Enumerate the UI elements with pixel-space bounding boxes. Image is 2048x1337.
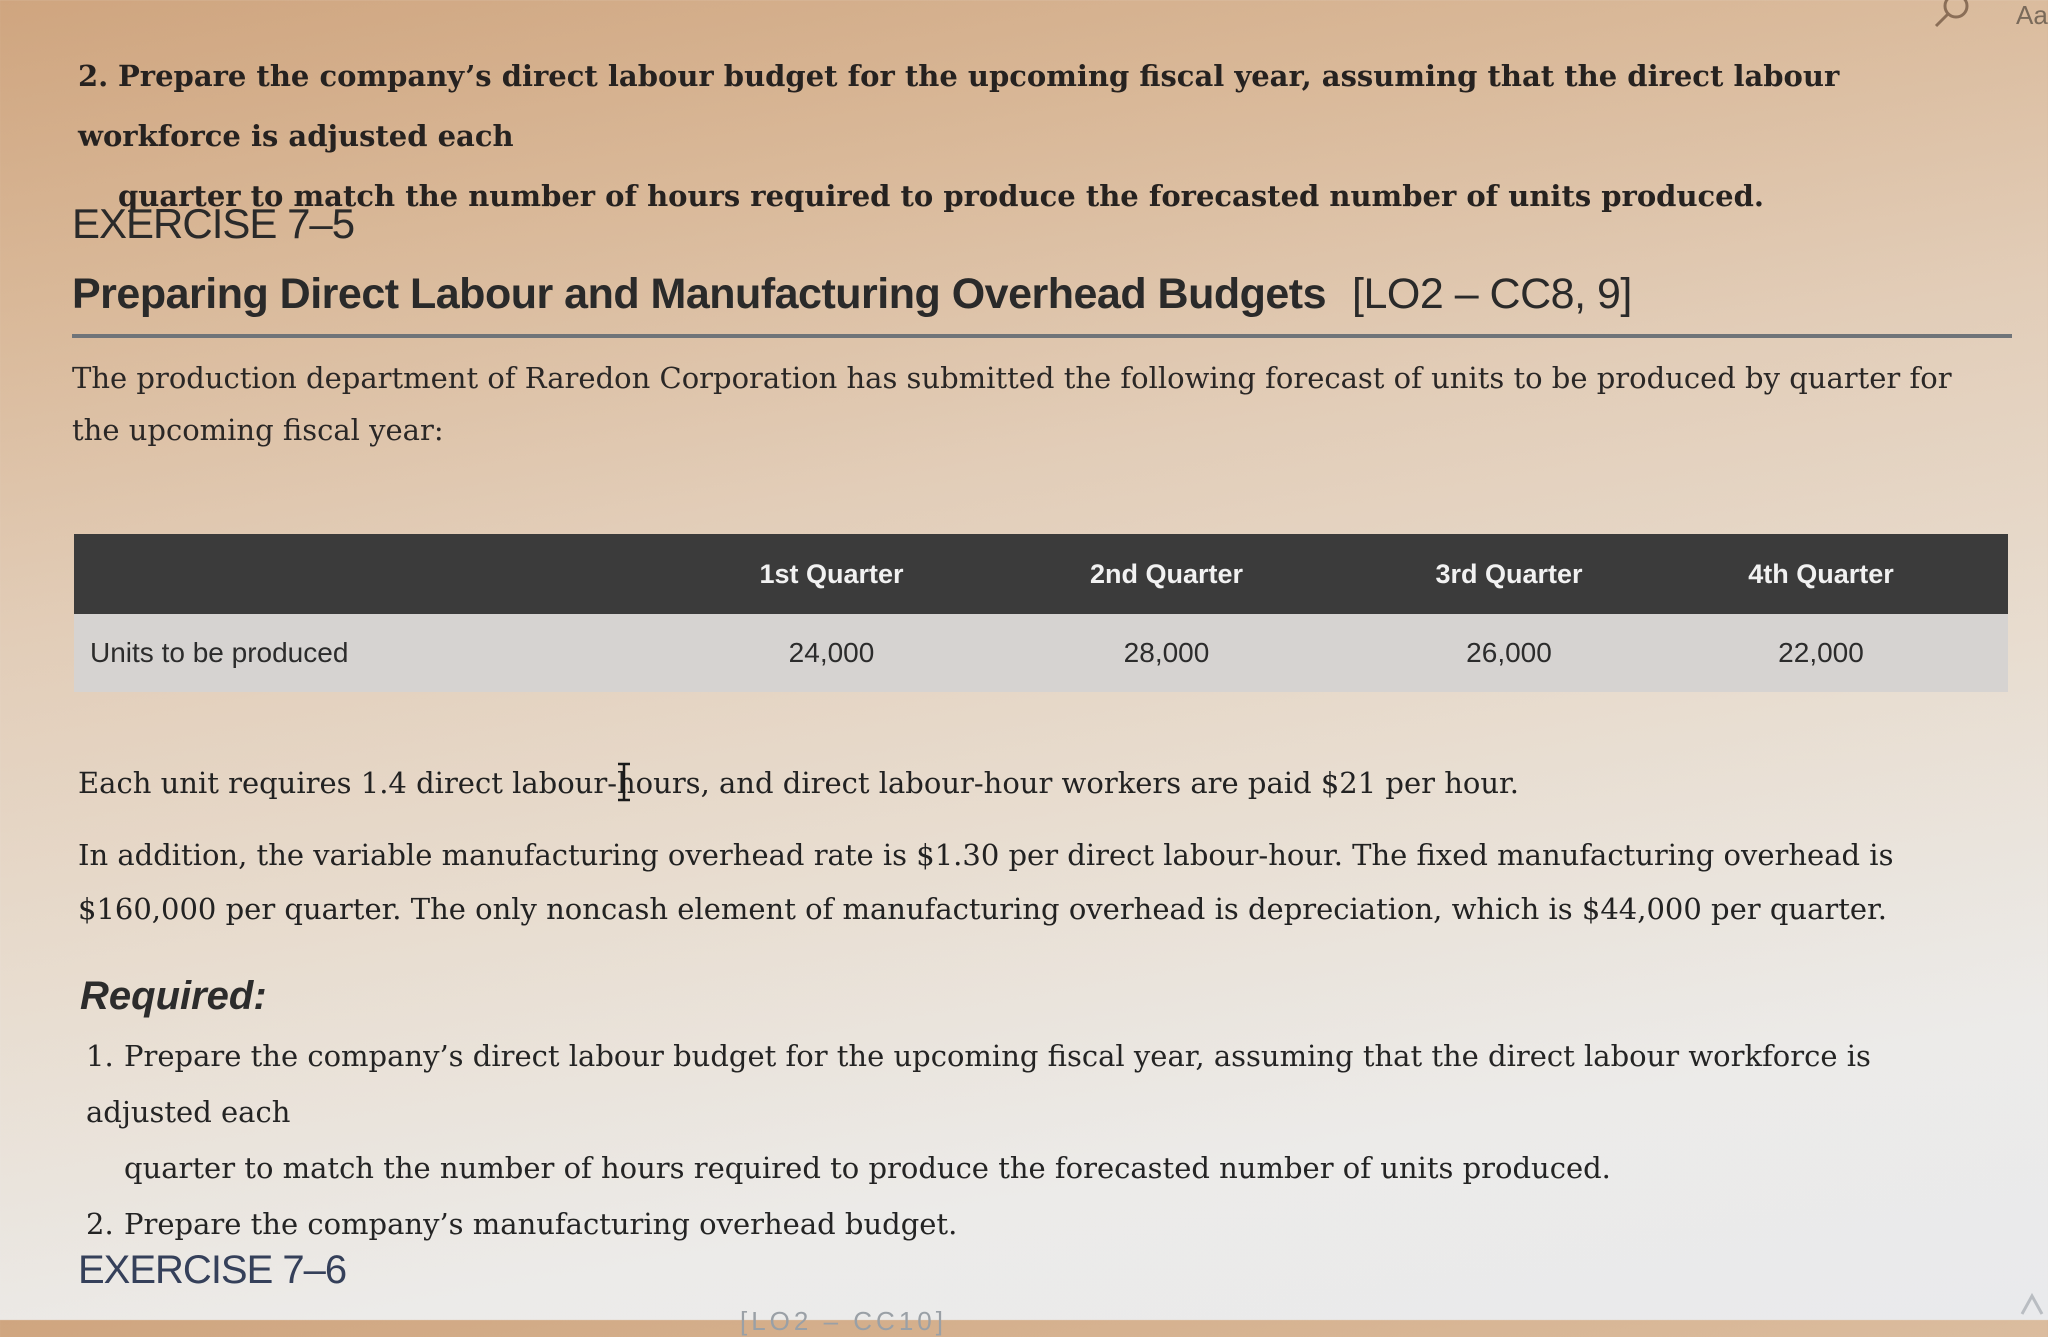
table-header-blank [74,534,714,614]
search-icon[interactable] [1932,0,1970,28]
cutoff-heading-fragment: [LO2 – CC10] [740,1306,947,1336]
exercise-title-text: Preparing Direct Labour and Manufacturing Overhead Budgets [72,270,1327,318]
exercise-title [72,270,1632,319]
table-cell-q1: 24,000 [788,637,875,668]
text-size-toggle[interactable]: Aa [2016,0,2048,30]
exercise-intro: The production department of Raredon Corporation has submitted the following forecast of units to be produced by quarter for the upcoming fiscal year: [72,361,1952,447]
table-header-q2: 2nd Quarter [1089,558,1244,589]
units-forecast-table [74,534,2008,692]
required-item-text: Prepare the company’s manufacturing overhead budget. [124,1207,958,1241]
previous-question-number: 2. [78,59,109,93]
table-cell-q4: 22,000 [1778,637,1864,668]
previous-question-line2: quarter to match the number of hours required to produce the forecasted number of units produced. [118,179,1765,213]
table-row [74,614,2008,692]
table-header-q3: 3rd Quarter [1435,558,1583,589]
previous-question-line1: Prepare the company’s direct labour budget for the upcoming fiscal year, assuming that the direct labour workforce is adjusted each [78,59,1840,153]
table-header-q1: 1st Quarter [759,558,904,589]
table-cell-q2: 28,000 [1123,637,1210,668]
next-exercise-label: EXERCISE 7–6 [78,1248,347,1292]
table-header-row [74,534,2008,614]
required-list [86,1028,1986,1252]
table-row-label: Units to be produced [90,637,349,668]
exercise-label: EXERCISE 7–5 [72,200,355,247]
required-heading: Required: [80,974,267,1018]
title-divider [72,334,2012,338]
required-item-number: 2. [86,1207,114,1241]
overhead-paragraph: In addition, the variable manufacturing overhead rate is $1.30 per direct labour-hour. The fixed manufacturing overhead is $160,000 per quarter. The only noncash element of manufacturing overhead is depreciation, which is $44,000 per quarter. [78,838,1894,926]
table-cell-q3: 26,000 [1466,637,1552,668]
required-item-continuation: quarter to match the number of hours required to produce the forecasted number of units produced. [124,1151,1611,1185]
previous-question-item [78,46,1978,226]
scroll-up-icon[interactable] [2018,1290,2046,1318]
table-header-q4: 4th Quarter [1748,558,1894,589]
required-item-1 [86,1028,1986,1196]
labour-rate-paragraph: Each unit requires 1.4 direct labour-hours, and direct labour-hour workers are paid $21 per hour. [78,766,1519,800]
required-item-2 [86,1196,1986,1252]
required-item-number: 1. [86,1039,114,1073]
exercise-learning-objective-code: [LO2 – CC8, 9] [1352,270,1632,318]
required-item-text: Prepare the company’s direct labour budget for the upcoming fiscal year, assuming that the direct labour workforce is adjusted each [86,1039,1871,1129]
text-cursor-icon [616,762,632,802]
